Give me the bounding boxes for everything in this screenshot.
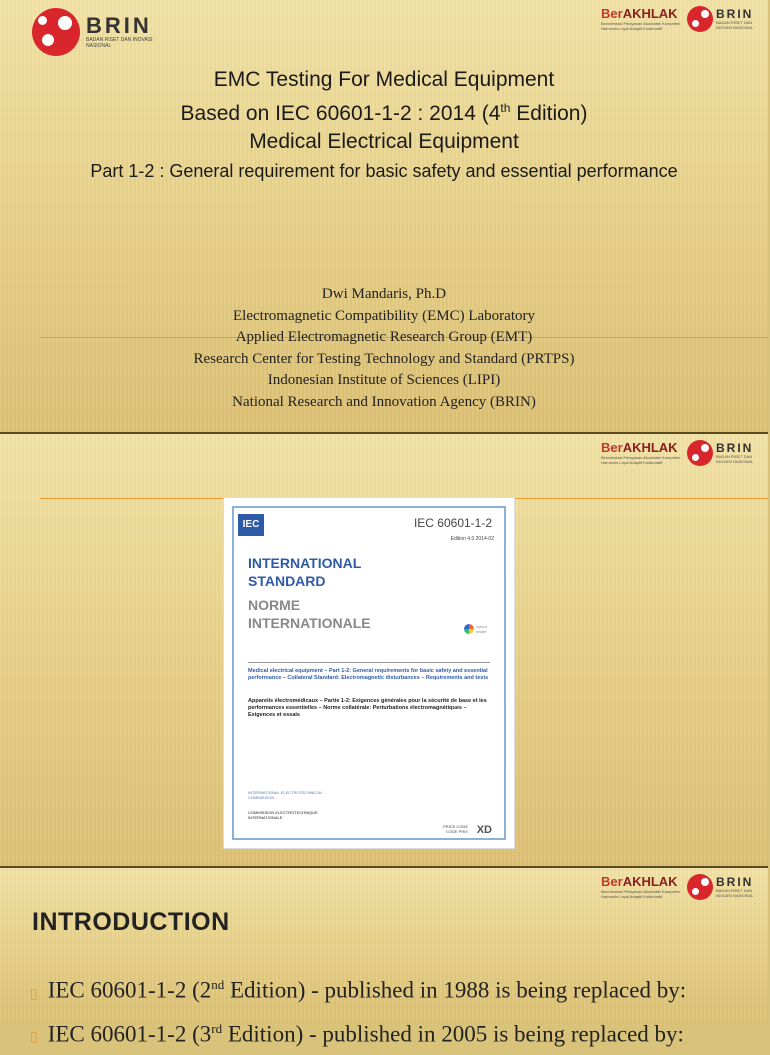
author-affiliation: Electromagnetic Compatibility (EMC) Laboratory: [233, 307, 535, 324]
cover-frame: [232, 506, 506, 840]
berakhlak-word-b: AKHLAK: [622, 440, 678, 455]
header-logos: [601, 874, 756, 900]
bullet-text-a: IEC 60601-1-2 (2: [47, 977, 212, 1003]
brin-small-logo: [687, 440, 756, 466]
colour-wheel-icon: [464, 624, 474, 634]
bullet-text-a: IEC 60601-1-2 (3: [47, 1021, 212, 1047]
brin-small-subtitle: BADAN RISET DAN INOVASI NASIONAL: [716, 20, 754, 30]
bullet-marker-icon: ▯: [30, 986, 38, 1002]
cover-norme-line-1: NORME: [248, 597, 301, 613]
colour-inside-label: colour inside: [476, 624, 487, 634]
berakhlak-word-a: Ber: [601, 440, 623, 455]
section-heading: INTRODUCTION: [32, 908, 230, 936]
author-affiliation: Research Center for Testing Technology and Standard (PRTPS): [193, 350, 575, 367]
cover-price-label: PRICE CODE CODE PRIX: [443, 824, 468, 834]
title-line-2: [0, 94, 768, 128]
slide-introduction: [0, 868, 768, 1047]
standard-cover-image: [224, 498, 514, 848]
author-name: Dwi Mandaris, Ph.D: [321, 286, 447, 302]
brin-small-subtitle: BADAN RISET DAN INOVASI NASIONAL: [716, 888, 754, 898]
brin-logo-subtitle: BADAN RISET DAN INOVASI NASIONAL: [86, 37, 153, 49]
slide-cover: [0, 434, 768, 866]
brin-logo-icon: [32, 8, 80, 56]
brin-small-logo: [687, 874, 756, 900]
brin-small-name: BRIN: [716, 441, 754, 455]
list-item: [30, 968, 770, 1012]
part-line: Part 1-2 : General requirement for basic safety and essential performance: [90, 161, 678, 181]
cover-standard-number: IEC 60601-1-2: [413, 516, 492, 530]
cover-english-title: Medical electrical equipment – Part 1-2: General requirements for basic safety and essential performance – Collateral Standard: Electromagnetic disturbances – Requirements and tests: [248, 668, 489, 681]
berakhlak-tagline: Berorientasi Pelayanan Akuntabel Kompeten Harmonis Loyal Adaptif Kolaboratif: [601, 455, 681, 465]
cover-international-standard: [248, 554, 361, 590]
slide-title: [0, 0, 768, 432]
cover-intl-line-1: INTERNATIONAL: [248, 555, 362, 571]
cover-french-title: Appareils électromédicaux – Partie 1-2: Exigences générales pour la sécurité de base et les performances essentielles – Norme collatérale: Perturbations électromagnétiques – Exigences et essais: [248, 698, 487, 718]
cover-org-french: COMMISSION ELECTROTECHNIQUE INTERNATIONALE: [248, 810, 318, 820]
title-block: [0, 66, 768, 185]
author-block: [0, 284, 768, 413]
bullet-list: [30, 968, 770, 1055]
brin-small-icon: [687, 6, 713, 32]
iec-logo: IEC: [238, 514, 264, 536]
berakhlak-tagline: Berorientasi Pelayanan Akuntabel Kompeten Harmonis Loyal Adaptif Kolaboratif: [601, 21, 681, 31]
brin-small-icon: [687, 874, 713, 900]
cover-norme-internationale: [248, 596, 371, 632]
berakhlak-word-a: Ber: [601, 874, 623, 889]
author-affiliation: National Research and Innovation Agency (BRIN): [232, 393, 536, 410]
cover-norme-line-2: INTERNATIONALE: [248, 615, 371, 631]
header-logos: [601, 6, 756, 32]
header-logos: [601, 440, 756, 466]
title-line-1: EMC Testing For Medical Equipment: [213, 68, 555, 91]
cover-rule: [248, 662, 490, 663]
title-line-2-b: Edition): [510, 102, 588, 125]
bullet-text-b: Edition) - published in 2005 is being replaced by:: [222, 1021, 684, 1047]
title-line-2-sup: th: [500, 101, 511, 115]
brin-logo: [32, 8, 156, 56]
berakhlak-tagline: Berorientasi Pelayanan Akuntabel Kompeten Harmonis Loyal Adaptif Kolaboratif: [601, 889, 681, 899]
cover-edition: Edition 4.0 2014-02: [450, 536, 494, 542]
bullet-marker-icon: ▯: [30, 1030, 38, 1046]
list-item: [30, 1012, 770, 1055]
bullet-text-sup: rd: [211, 1020, 223, 1036]
berakhlak-logo: [601, 441, 681, 465]
berakhlak-word-b: AKHLAK: [622, 6, 678, 21]
brin-small-icon: [687, 440, 713, 466]
berakhlak-word-b: AKHLAK: [622, 874, 678, 889]
berakhlak-logo: [601, 7, 681, 31]
cover-org-english: INTERNATIONAL ELECTROTECHNICAL COMMISSION: [248, 790, 323, 800]
bullet-text-sup: nd: [211, 977, 225, 992]
colour-inside-badge: [464, 624, 490, 634]
author-affiliation: Applied Electromagnetic Research Group (EMT): [235, 329, 533, 345]
bullet-text-b: Edition) - published in 1988 is being replaced by:: [224, 977, 687, 1003]
title-line-3: Medical Electrical Equipment: [249, 130, 519, 153]
brin-small-subtitle: BADAN RISET DAN INOVASI NASIONAL: [716, 454, 754, 464]
cover-intl-line-2: STANDARD: [248, 573, 326, 589]
cover-price-code: XD: [476, 824, 492, 836]
bullet-text: [48, 1012, 684, 1052]
brin-small-logo: [687, 6, 756, 32]
brin-small-name: BRIN: [716, 875, 754, 889]
berakhlak-word-a: Ber: [601, 6, 623, 21]
bullet-text: [48, 968, 686, 1008]
author-affiliation: Indonesian Institute of Sciences (LIPI): [267, 372, 501, 388]
title-line-2-a: Based on IEC 60601-1-2 : 2014 (4: [180, 102, 501, 125]
berakhlak-logo: [601, 875, 681, 899]
brin-small-name: BRIN: [716, 7, 754, 21]
brin-logo-name: BRIN: [86, 13, 152, 38]
